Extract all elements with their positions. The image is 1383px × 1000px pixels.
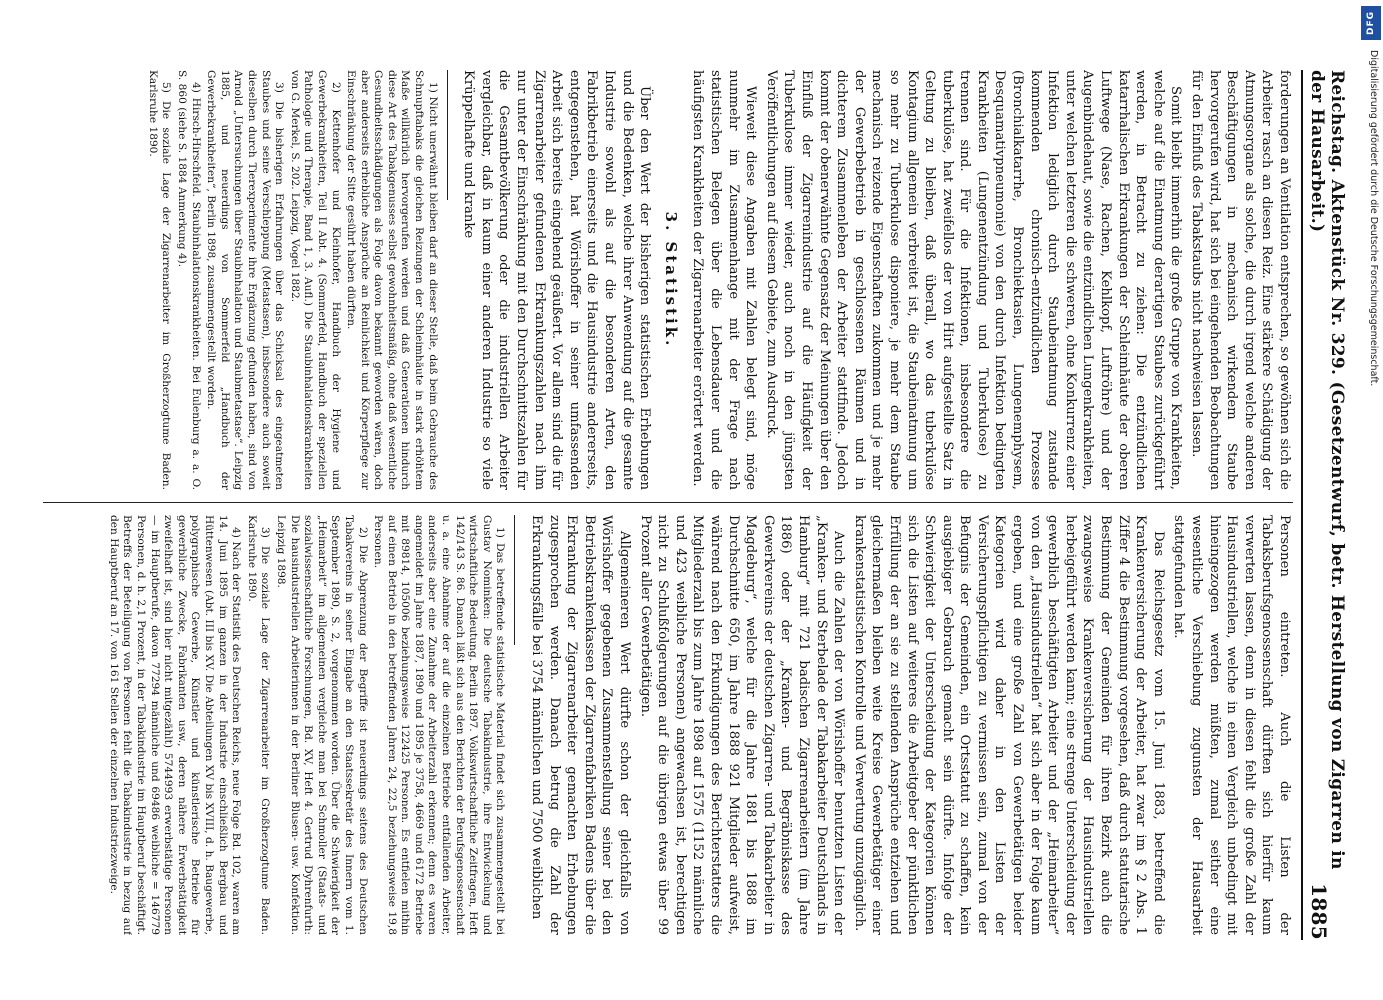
left-column (43, 70, 1293, 490)
left-paragraph: Somit bleibt immerhin die große Gruppe von Krankheiten, welche auf die Einatmung derartigen Staubes zurückgeführt werden, in Betracht zu ziehen: Die entzündlichen katarrhalischen Erkrankungen der Schleimhäute der oberen Luftwege (Nase, Rachen, Kehlkopf, Luftröhre) und der Augenbindehaut, sowie die entzündlichen Lungenkrankheiten, unter welchen letzteren die schweren, ohne Konkurrenz einer Infektion lediglich durch Staubeinatmung zustande kommenden chronisch-entzündlichen Prozesse (Bronchialkatarrhe, Bronchiektasien, Lungenemphysem, Desquamativpneumonie) von den durch Infektion bedingten Krankheiten (Lungenentzündung und Tuberkulose) zu trennen sind. Für die Infektionen, insbesondere die tuberkulöse, hat zweifellos der von Hirt aufgestellte Satz in Geltung zu bleiben, daß überall, wo das tuberkulöse Kontagium allgemein verbreitet ist, die Staubeinatmung um so mehr zu Tuberkulose disponiere, je mehr dem Staube mechanisch reizende Eigenschaften zukommen und je mehr der Gewerbebetrieb in geschlossenen Räumen und in dichterem Zusammenleben der Arbeiter stattfinde. Jedoch kommt der obenerwähnte Gegensatz der Meinungen über den Einfluß der Zigarrenindustrie auf die Häufigkeit der Tuberkulose immer wieder, auch noch in den jüngsten Veröffentlichungen auf diesem Gebiete, zum Ausdruck. (763, 70, 1184, 490)
right-paragraph: Auch die Zahlen der von Wörishoffer benutzten Listen der „Kranken- und Sterbelade der Tabakarbeiter Deutschlands in Hamburg“ mit 721 badischen Zigarrenarbeitern (im Jahre 1886) oder der „Kranken- und Begräbniskasse des Gewerkvereins der deutschen Zigarren- und Tabakarbeiter in Magdeburg“, welche für die Jahre 1881 bis 1888 im Durchschnitte 650, im Jahre 1888 921 Mitglieder aufweist, während nach den Erkundigungen des Berichterstatters die Mitgliederzahl bis zum Jahre 1898 auf 1575 (1152 männliche und 423 weibliche Personen) angewachsen ist, berechtigen nicht zu Schlußfolgerungen auf die übrigen etwas über 99 Prozent aller Gewerbetätigen. (637, 515, 847, 935)
footnote-divider (514, 515, 515, 645)
footnote: 1) Nicht unerwähnt bleiben darf an dieser Stelle, daß beim Gebrauche des Schnupftabaks die gleichen Reizungen der Schleimhäute in stark erhöhtem Maße willkürlich hervorgerufen werden und daß Generationen hindurch diese Art des Tabakgenusses selbst gewohnheitsmäßig, ohne daß wesentliche Gesundheitsschädigungen als Folge davon bekannt geworden wären, doch aber anderseits erhebliche Ansprüche an Reinlichkeit und Körperpflege zur Einschränkung der Sitte gesührt haben dürften. (345, 70, 439, 490)
right-paragraph: Allgemeineren Wert dürfte schon der gleichfalls von Wörishoffer gegebenen Zusammenstellung seiner bei den Betriebskrankenkassen der Zigarrenfabriken Badens über die Erkrankung der Zigarrenarbeiter gemachten Erhebungen zugesprochen werden. Danach betrug die Zahl der Erkrankungsfälle bei 3754 männlichen und 7500 weiblichen (529, 515, 633, 935)
page-header (1301, 70, 1347, 940)
left-footnotes (145, 70, 438, 490)
footnote: 1) Das betreffende statistische Material findet sich zusammengestellt bei Gustav Nominken: Die deutsche Tabakindustrie, ihre Entwickelung und wirtschaftliche Bedeutung. Berlin 1897. Volkswirtschaftliche Zeitfragen, Heft 142/143 S. 86. Danach läßt sich aus den Berichten der Berufsgenossenschaft u. a. eine Abnahme der auf die einzelnen Betriebe entfallenden Arbeiter, anderseits aber eine Zunahme der Arbeiterzahl erkennen; denn es waren angemeldet im Jahre 1887, 1890 und 1895 je 3758, 4669 und 6172 Betriebe mit 89814, 105006 beziehungsweise 122425 Personen. Es entfielen mithin auf einen Betrieb in den betreffenden Jahren 24, 22,5 beziehungsweise 19,8 Personen. (372, 515, 507, 935)
footnote-divider (447, 70, 448, 200)
right-footnotes (106, 515, 506, 935)
dfg-logo: DFG (1361, 6, 1381, 40)
right-paragraph: Das Reichsgesetz vom 15. Juni 1883, betreffend die Krankenversicherung der Arbeiter, hat zwar im § 2 Abs. 1 Ziffer 4 die Bestimmung vorgesehen, daß durch statutarische Bestimmung der Gemeinden für ihren Bezirk auch die zwangsweise Krankenversicherung der Hausindustriellen herbeigeführt werden kann; eine strenge Unterscheidung der gewerblich beschäftigten Arbeiter und der „Heimarbeiter“ von den „Hausindustriellen“ hat sich aber in der Folge kaum ergeben, und eine große Zahl von Gewerbetätigen beider Kategorien wird daher in den Listen der Versicherungspflichtigen zu vermissen sein, zumal von der Befugnis der Gemeinden, ein Ortsstatut zu schaffen, kein ausgiebiger Gebrauch gemacht sein dürfte. Infolge der Schwierigkeit der Unterscheidung der Kategorien können sich die Listen auf weiteres die Arbeitgeber der pünktlichen Erfüllung der an sie zu stellenden Ansprüche entziehen und gleichermaßen bleiben weite Kreise Gewerbetätiger einer krankenstatistischen Kontrolle und Verwertung unzugänglich. (851, 515, 1166, 935)
page-content (43, 70, 1347, 940)
section-title: 3. Statistik. (661, 211, 680, 349)
column-divider (43, 502, 1293, 503)
footnote: 5) Die soziale Lage der Zigarrenarbeiter im Großherzogtume Baden. Karlsruhe 1890. (146, 70, 173, 490)
footnote: 2) Kettenhofer und Kleinhofer, Handbuch der Hygiene und Gewerbekrankheiten, Teil II Abt. 4. (Sommerfeld, Handbuch der speziellen Pathologie und Therapie, Band 1, 3. Aufl.) Die Staubinhalationskrankheiten von G. Merkel, S. 202. Leipzig, Vogel 1882. (288, 70, 342, 490)
left-paragraph: Wieweit diese Angaben mit Zahlen belegt sind, möge nunmehr im Zusammenhange mit der Frage nach statistischen Belegen über die Lebensdauer und die häufigsten Krankheiten der Zigarrenarbeiter erörtert werden. (690, 70, 759, 490)
page-number: 1885 (1307, 883, 1331, 940)
footnote: 4) Hirsch-Hirschfeld. Staubinhalationskrankheiten. Bei Eulenburg a. a. O. S. 860 (siehe S. 1884 Anmerkung 4). (176, 70, 202, 490)
header-title: Reichstag. Aktenstück Nr. 329. (Gesetzentwurf, betr. Herstellung von Zigarren in der Hausarbeit.) (1307, 70, 1347, 870)
left-paragraph: forderungen an Ventilation entsprechen, so gewöhnen sich die Arbeiter rasch an diesen Reiz. Eine stärkere Schädigung der Atmungsorgane als solche, die durch irgend welche anderen Beschäftigungen in mechanisch wirkendem Staube hervorgerufen wird, hat sich bei eingehenden Beobachtungen für den Einfluß des Tabakstaubs nicht nachweisen lassen. (1189, 70, 1292, 490)
footnote: 3) Die bisherigen Erfahrungen über das Schicksal des eingeatmeten Staubes und seine Verschleppung (Metastasen), insbesondere auch soweit dieselben durch Tierexperimente ihre Ergänzung gefunden haben, sind von Arnold „Untersuchungen über Staubinhalation und Staubmetastase“. Leipzig 1885, und neuerdings von Sommerfeld „Handbuch der Gewerbekrankheiten“, Berlin 1898, zusammengestellt worden. (205, 70, 286, 490)
footnote: 2) Die Abgrenzung der Begriffe ist neuerdings seitens des Deutschen Tabakvereins in seiner Eingabe an den Staatssekretär des Innern vom 1. September 1890, S. 2, vorgenommen worden. Über die Schwierigkeit der „Heimarbeit“ im allgemeinen vergleiche man bei Schmoller (Staats- und sozialwissenschaftliche Forschungen, Bd. XV, Heft 4. Gertrud Dyhrenfurth: Die hausindustriellen Arbeiterinnen in der Berliner Blusen- usw. Konfektion. Leipzig 1898. (274, 515, 369, 935)
right-column (43, 515, 1293, 935)
section-paragraph: Über den Wert der bisherigen statistischen Erhebungen und die Bedenken, welche ihrer Anwendung auf die gesamte Industrie sowohl als auf die besonderen Arten, den Fabrikbetrieb einerseits und die Hausindustrie andererseits, entgegenstehen, hat Wörishoffer in seiner umfassenden Arbeit sich bereits eingehend geäußert. Vor allem sind die für Zigarrenarbeiter gefundenen Erkrankungszahlen nach ihm nur unter der Einschränkung mit den Durchschnittszahlen für die Gesamtbevölkerung oder die industriellen Arbeiter vergleichbar, daß in kaum einer anderen Industrie so viele Krüppelhafte und kranke (461, 70, 653, 490)
footnote: 4) Nach der Statistik des Deutschen Reichs, neue Folge Bd. 102, waren am 14. Juni 1895 im ganzen in der Industrie einschließlich Bergbau und Hüttenwesen (Abt. III bis XV. Die Abteilungen XV bis XVIII, d. h. Baugewerbe, polygraphische Gewerbe, Künstler und künstlerische Betriebe für gewerbliche Zwecke, Fabrikanten usw., deren nähere Erwerbstätigkeit zweifelhaft ist, sind hier nicht mitgezählt) 5744993 erwerbstätige Personen — im Hauptberufe, davon 77294 männliche und 69486 weibliche = 146779 Personen, d. h. 2,1 Prozent, in der Tabakindustrie im Hauptberuf beschäftigt. Betreffs der Beteiligung von Personen fehlt die Tabakindustrie in bezug auf den Hauptberuf an 17. von 161 Stellen der einzelnen Industriezweige. (107, 515, 243, 935)
footnote: 3) Die soziale Lage der Zigarrenarbeiter im Großherzogtume Baden. Karlsruhe 1890. (245, 515, 272, 935)
digitization-note: Digitalisierung gefördert durch die Deutsche Forschungsgemeinschaft. (1368, 50, 1379, 387)
right-paragraph: Personen eintreten. Auch die Listen der Tabaksberufsgenossenschaft dürften sich hierfür kaum verwerten lassen, denn in diesen fehlt die große Zahl der Hausindustriellen, welche in einen Vergleich unbedingt mit hineingezogen werden müßten, zumal seither eine wesentliche Verschiebung zugunsten der Hausarbeit stattgefunden hat. (1171, 515, 1292, 935)
digitization-strip (1359, 0, 1383, 1000)
